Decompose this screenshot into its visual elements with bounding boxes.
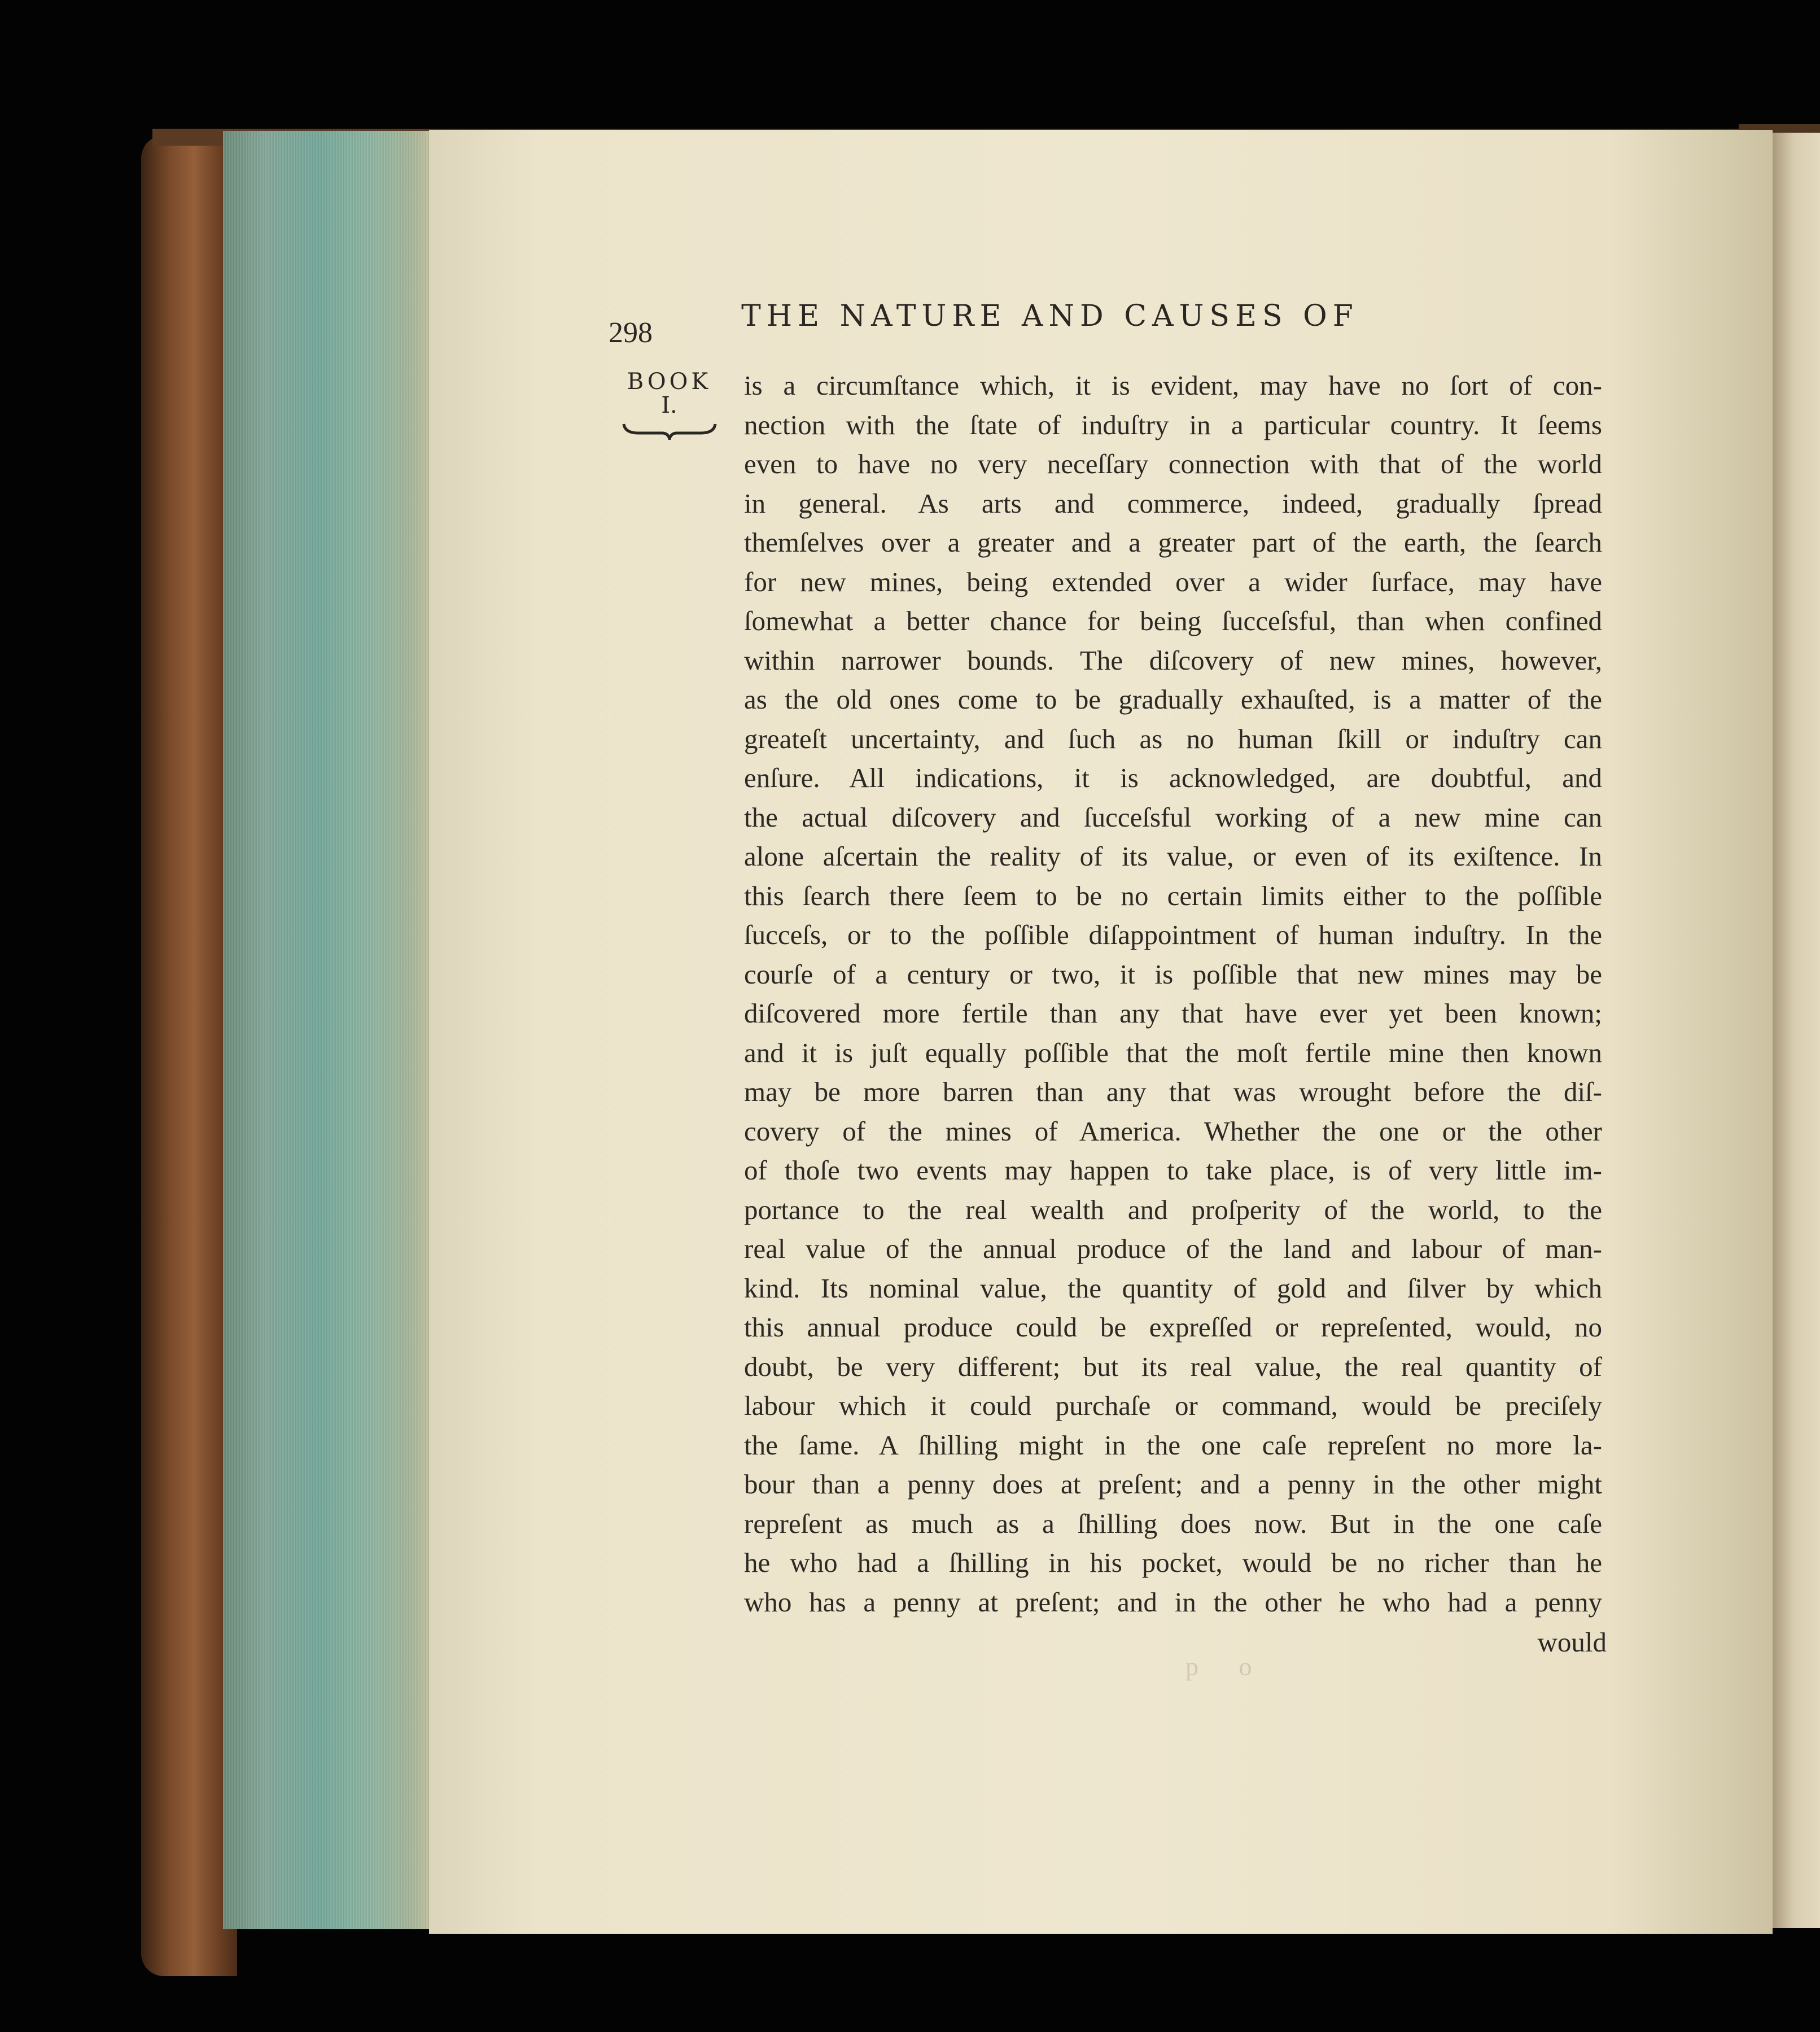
text-line: may be more barren than any that was wrought before the diſ- <box>744 1076 1602 1107</box>
catchword: would <box>1537 1627 1607 1658</box>
text-line: as the old ones come to be gradually exhauſted, is a matter of the <box>744 684 1602 715</box>
text-line: who has a penny at preſent; and in the other he who had a penny <box>744 1586 1602 1618</box>
text-line: portance to the real wealth and proſperity of the world, to the <box>744 1194 1602 1225</box>
text-line: doubt, be very different; but its real value, the real quantity of <box>744 1351 1602 1382</box>
text-line: ſomewhat a better chance for being ſucceſsful, than when confined <box>744 605 1602 636</box>
text-line: is a circumſtance which, it is evident, may have no ſort of con- <box>744 370 1602 401</box>
text-line: in general. As arts and commerce, indeed, gradually ſpread <box>744 487 1602 519</box>
text-line: greateſt uncertainty, and ſuch as no human ſkill or induſtry can <box>744 723 1602 754</box>
text-line: within narrower bounds. The diſcovery of new mines, however, <box>744 644 1602 676</box>
text-line: enſure. All indications, it is acknowledged, are doubtful, and <box>744 762 1602 793</box>
marginal-book-numeral: I. <box>661 392 677 418</box>
curly-brace-icon <box>622 421 718 440</box>
text-line: he who had a ſhilling in his pocket, would be no richer than he <box>744 1547 1602 1578</box>
page-number: 298 <box>609 317 653 349</box>
text-line: diſcovered more fertile than any that have ever yet been known; <box>744 998 1602 1029</box>
text-line: covery of the mines of America. Whether the one or the other <box>744 1115 1602 1147</box>
running-head: THE NATURE AND CAUSES OF <box>741 299 1359 333</box>
page-fore-edge <box>223 131 432 1929</box>
text-line: the actual diſcovery and ſucceſsful working of a new mine can <box>744 801 1602 833</box>
text-line: ſucceſs, or to the poſſible diſappointment of human induſtry. In the <box>744 919 1602 950</box>
text-line: bour than a penny does at preſent; and a penny in the other might <box>744 1469 1602 1500</box>
show-through-marks: p o <box>1185 1652 1269 1681</box>
text-line: real value of the annual produce of the land and labour of man- <box>744 1233 1602 1264</box>
text-line: nection with the ſtate of induſtry in a particular country. It ſeems <box>744 409 1602 440</box>
text-line: even to have no very neceſſary connection with that of the world <box>744 448 1602 479</box>
text-line: this annual produce could be expreſſed or repreſented, would, no <box>744 1312 1602 1343</box>
body-text <box>744 366 1602 1622</box>
marginal-note <box>620 370 719 440</box>
text-line: courſe of a century or two, it is poſſible that new mines may be <box>744 958 1602 990</box>
text-line: labour which it could purchaſe or command, would be preciſely <box>744 1390 1602 1421</box>
text-line: repreſent as much as a ſhilling does now. But in the one caſe <box>744 1507 1602 1539</box>
text-line: alone aſcertain the reality of its value, or even of its exiſtence. In <box>744 841 1602 872</box>
text-line: and it is juſt equally poſſible that the moſt fertile mine then known <box>744 1037 1602 1068</box>
text-line: of thoſe two events may happen to take place, is of very little im- <box>744 1155 1602 1186</box>
text-line: this ſearch there ſeem to be no certain limits either to the poſſible <box>744 880 1602 911</box>
text-line: kind. Its nominal value, the quantity of gold and ſilver by which <box>744 1272 1602 1304</box>
text-line: for new mines, being extended over a wider ſurface, may have <box>744 566 1602 597</box>
text-line: the ſame. A ſhilling might in the one caſe repreſent no more la- <box>744 1429 1602 1461</box>
marginal-book-label: BOOK <box>627 369 712 395</box>
text-line: themſelves over a greater and a greater part of the earth, the ſearch <box>744 527 1602 558</box>
